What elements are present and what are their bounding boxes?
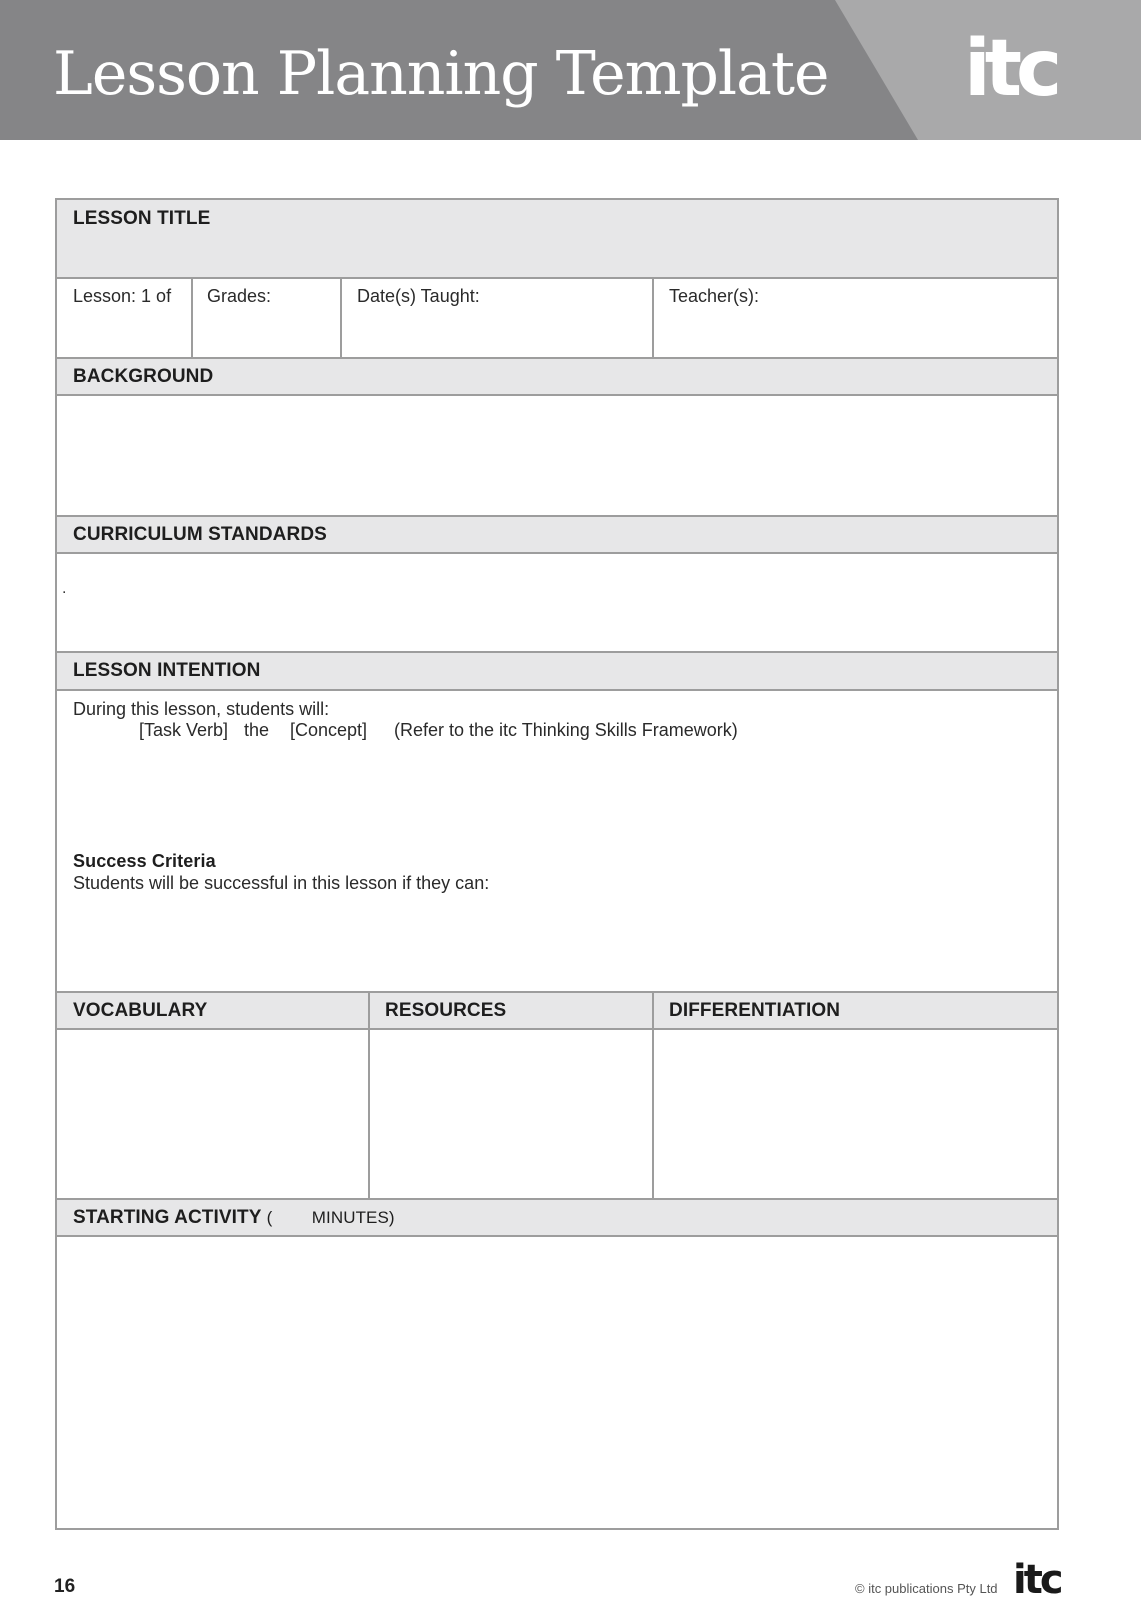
page-title: Lesson Planning Template bbox=[53, 39, 829, 109]
differentiation-content[interactable] bbox=[654, 1030, 1057, 1198]
teachers-field[interactable]: Teacher(s): bbox=[669, 286, 760, 306]
divider bbox=[340, 279, 342, 357]
concept-placeholder[interactable]: [Concept] bbox=[290, 720, 368, 740]
background-label: BACKGROUND bbox=[73, 366, 214, 387]
starting-activity-minutes: MINUTES) bbox=[311, 1208, 395, 1227]
resources-content[interactable] bbox=[370, 1030, 652, 1198]
vocabulary-label: VOCABULARY bbox=[73, 1000, 208, 1021]
curriculum-label: CURRICULUM STANDARDS bbox=[73, 524, 327, 545]
lesson-number-field[interactable]: Lesson: 1 of bbox=[73, 286, 172, 306]
differentiation-label: DIFFERENTIATION bbox=[669, 1000, 841, 1021]
intention-refer-note: (Refer to the itc Thinking Skills Framework) bbox=[394, 720, 738, 740]
dates-taught-field[interactable]: Date(s) Taught: bbox=[357, 286, 480, 306]
lesson-title-label: LESSON TITLE bbox=[73, 208, 211, 229]
curriculum-bullet: . bbox=[62, 580, 67, 597]
divider bbox=[652, 279, 654, 357]
header-band bbox=[0, 0, 1141, 140]
grades-field[interactable]: Grades: bbox=[207, 286, 272, 306]
starting-activity-title: STARTING ACTIVITY bbox=[73, 1207, 262, 1228]
starting-activity-content[interactable] bbox=[57, 1237, 1057, 1528]
starting-activity-label bbox=[73, 1207, 395, 1229]
success-criteria-heading: Success Criteria bbox=[73, 851, 216, 871]
itc-logo-footer: itc bbox=[1013, 1557, 1061, 1603]
page-number: 16 bbox=[54, 1576, 76, 1597]
intention-intro: During this lesson, students will: bbox=[73, 699, 330, 719]
lesson-plan-form bbox=[55, 198, 1059, 1530]
starting-activity-paren: ( bbox=[266, 1208, 273, 1227]
itc-logo: itc bbox=[964, 24, 1057, 114]
resources-label: RESOURCES bbox=[385, 1000, 507, 1021]
divider bbox=[191, 279, 193, 357]
curriculum-content[interactable] bbox=[57, 554, 1057, 651]
success-criteria-text: Students will be successful in this lesson if they can: bbox=[73, 873, 490, 893]
intention-the: the bbox=[244, 720, 270, 740]
task-verb-placeholder[interactable]: [Task Verb] bbox=[139, 720, 229, 740]
vocabulary-content[interactable] bbox=[57, 1030, 368, 1198]
intention-label: LESSON INTENTION bbox=[73, 660, 261, 681]
copyright-notice: © itc publications Pty Ltd bbox=[855, 1581, 998, 1596]
background-content[interactable] bbox=[57, 396, 1057, 515]
